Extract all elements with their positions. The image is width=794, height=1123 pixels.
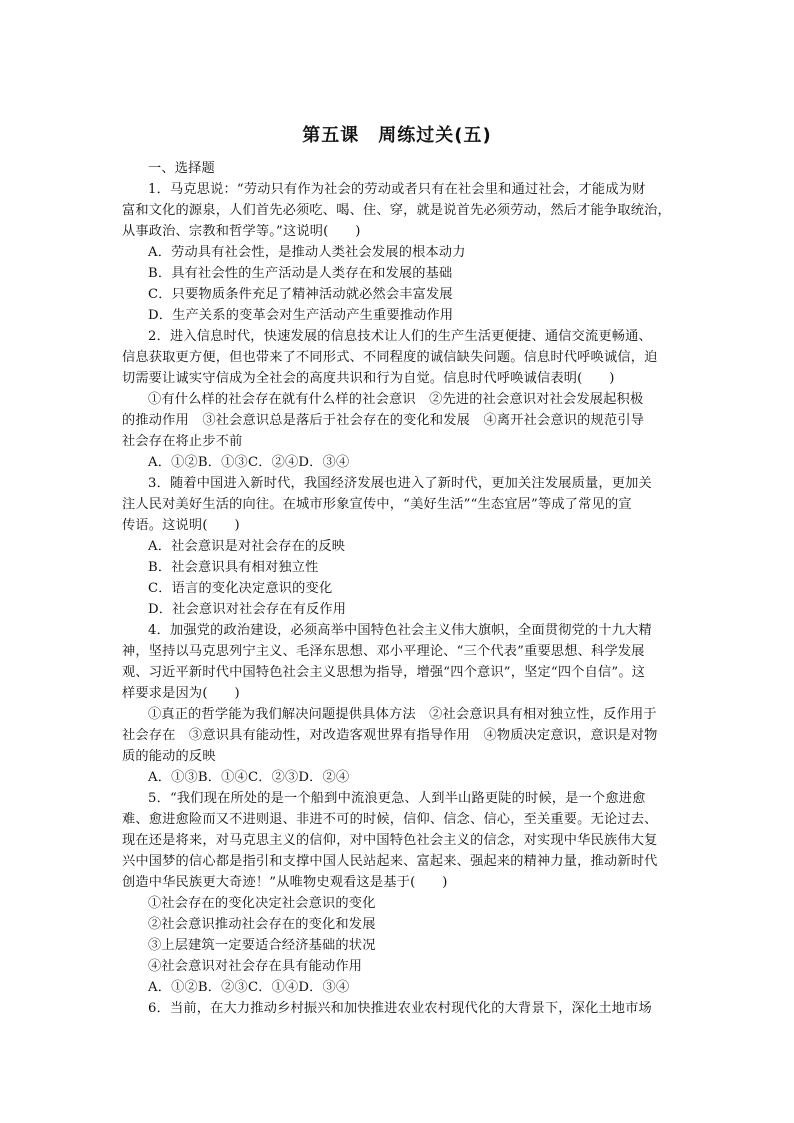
question-lines: [122, 179, 682, 1019]
text-line: C．只要物质条件充足了精神活动就必然会丰富发展: [148, 287, 453, 302]
text-line: A．劳动具有社会性，是推动人类社会发展的根本动力: [148, 245, 466, 260]
text-line: 难、愈进愈险而又不进则退、非进不可的时候，信仰、信念、信心，至关重要。无论过去、: [122, 812, 658, 827]
text-line: B．社会意识具有相对独立性: [148, 560, 319, 575]
text-line: ①真正的哲学能为我们解决问题提供具体方法 ②社会意识具有相对独立性，反作用于: [148, 707, 657, 722]
text-line: 富和文化的源泉，人们首先必须吃、喝、住、穿，就是说首先必须劳动，然后才能争取统治，: [122, 203, 671, 218]
text-line: 观、习近平新时代中国特色社会主义思想为指导，增强“四个意识”，坚定“四个自信”。这: [122, 665, 646, 680]
text-line: 5．“我们现在所处的是一个船到中流浪更急、人到半山路更陡的时候，是一个愈进愈: [148, 791, 646, 806]
page-title: 第五课 周练过关(五): [302, 125, 492, 146]
text-line: D．生产关系的变革会对生产活动产生重要推动作用: [148, 308, 454, 323]
text-line: A．①②B．①③C．②④D．③④: [148, 455, 350, 470]
text-line: 样要求是因为( ): [122, 686, 240, 701]
text-line: 切需要让诚实守信成为全社会的高度共识和行为自觉。信息时代呼唤诚信表明( ): [122, 371, 615, 386]
text-line: 兴中国梦的信心都是指引和支撑中国人民站起来、富起来、强起来的精神力量，推动新时代: [122, 854, 658, 869]
text-line: 创造中华民族更大奇迹！”从唯物史观看这是基于( ): [122, 875, 448, 890]
document-body: [122, 158, 682, 1019]
text-line: ③上层建筑一定要适合经济基础的状况: [148, 938, 376, 953]
text-line: ④社会意识对社会存在具有能动作用: [148, 959, 363, 974]
text-line: 传语。这说明( ): [122, 518, 240, 533]
text-line: A．社会意识是对社会存在的反映: [148, 539, 346, 554]
text-line: A．①③B．①④C．②③D．②④: [148, 770, 350, 785]
text-line: 信息获取更方便，但也带来了不同形式、不同程度的诚信缺失问题。信息时代呼唤诚信，迫: [122, 350, 658, 365]
text-line: 从事政治、宗教和哲学等。”这说明( ): [122, 224, 361, 239]
text-line: 现在还是将来，对马克思主义的信仰，对中国特色社会主义的信念，对实现中华民族伟大复: [122, 833, 658, 848]
text-line: 质的能动的反映: [122, 749, 216, 764]
text-line: ②社会意识推动社会存在的变化和发展: [148, 917, 376, 932]
text-line: B．具有社会性的生产活动是人类存在和发展的基础: [148, 266, 453, 281]
text-line: 神，坚持以马克思列宁主义、毛泽东思想、邓小平理论、“三个代表”重要思想、科学发展: [122, 644, 645, 659]
text-line: 3．随着中国进入新时代，我国经济发展也进入了新时代，更加关注发展质量，更加关: [148, 476, 652, 491]
text-line: 社会存在 ③意识具有能动性，对改造客观世界有指导作用 ④物质决定意识，意识是对物: [122, 728, 658, 743]
text-line: 2．进入信息时代，快速发展的信息技术让人们的生产生活更便捷、通信交流更畅通、: [148, 329, 652, 344]
text-line: A．①②B．②③C．①④D．③④: [148, 980, 350, 995]
section-heading: 一、选择题: [148, 161, 215, 176]
text-line: ①有什么样的社会存在就有什么样的社会意识 ②先进的社会意识对社会发展起积极: [148, 392, 644, 407]
text-line: C．语言的变化决定意识的变化: [148, 581, 333, 596]
text-line: ①社会存在的变化决定社会意识的变化: [148, 896, 376, 911]
text-line: 6．当前，在大力推动乡村振兴和加快推进农业农村现代化的大背景下，深化土地市场: [148, 1001, 652, 1016]
text-line: D．社会意识对社会存在有反作用: [148, 602, 347, 617]
text-line: 4．加强党的政治建设，必须高举中国特色社会主义伟大旗帜，全面贯彻党的十九大精: [148, 623, 652, 638]
text-line: 注人民对美好生活的向往。在城市形象宣传中，“美好生活”“生态宜居”等成了常见的宣: [122, 497, 632, 512]
text-line: 的推动作用 ③社会意识总是落后于社会存在的变化和发展 ④离开社会意识的规范引导: [122, 413, 645, 428]
text-line: 1．马克思说：“劳动只有作为社会的劳动或者只有在社会里和通过社会，才能成为财: [148, 182, 646, 197]
text-line: 社会存在将止步不前: [122, 434, 243, 449]
